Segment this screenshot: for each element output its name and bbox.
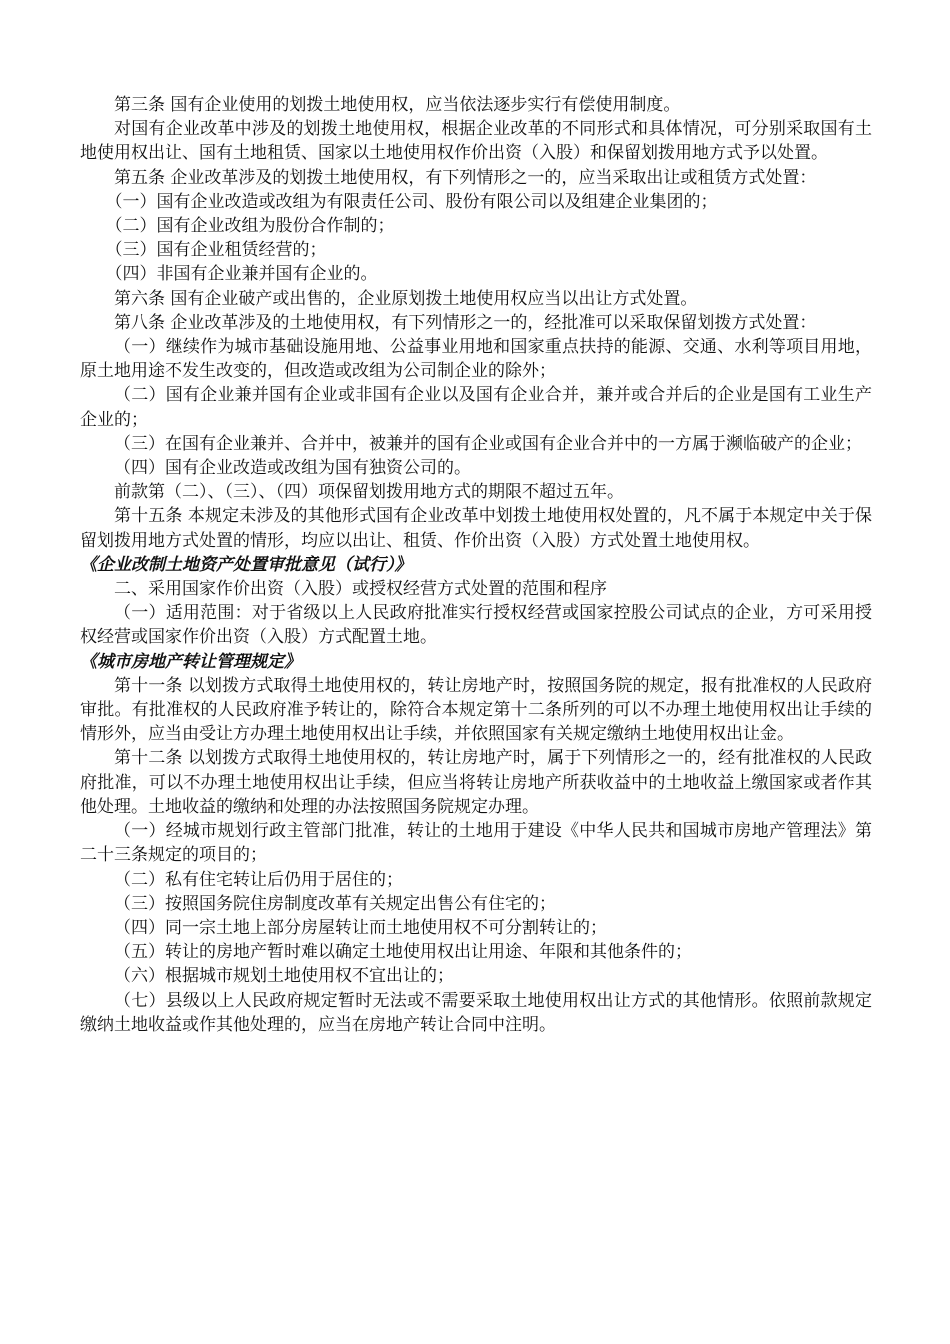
list-item: （四）同一宗土地上部分房屋转让而土地使用权不可分割转让的；: [114, 917, 607, 938]
list-item: （一）继续作为城市基础设施用地、公益事业用地和国家重点扶持的能源、交通、水利等项目用地，原土地用途不发生改变的，但改造或改组为公司制企业的除外；: [80, 337, 872, 382]
section-heading-enterprise-restructuring: 《企业改制土地资产处置审批意见（试行）》: [80, 554, 412, 575]
paragraph-article-6: 第六条 国有企业破产或出售的，企业原划拨土地使用权应当以出让方式处置。: [114, 288, 698, 309]
list-item: （四）国有企业改造或改组为国有独资公司的。: [114, 458, 471, 479]
paragraph-article-12: 第十二条 以划拨方式取得土地使用权的，转让房地产时，属于下列情形之一的，经有批准权的人民政府批准，可以不办理土地使用权出让手续，但应当将转让房地产所获收益中的土地收益上缴国家或者作其他处理。土地收益的缴纳和处理的办法按照国务院规定办理。: [80, 748, 872, 817]
paragraph-article-11: 第十一条 以划拨方式取得土地使用权的，转让房地产时，按照国务院的规定，报有批准权的人民政府审批。有批准权的人民政府准予转让的，除符合本规定第十二条所列的可以不办理土地使用权出让手续的情形外，应当由受让方办理土地使用权出让手续，并依照国家有关规定缴纳土地使用权出让金。: [80, 675, 872, 745]
paragraph-disposal-methods: 对国有企业改革中涉及的划拨土地使用权，根据企业改革的不同形式和具体情况，可分别采取国有土地使用权出让、国有土地租赁、国家以土地使用权作价出资（入股）和保留划拨用地方式予以处置。: [80, 119, 872, 164]
list-item: （一）经城市规划行政主管部门批准，转让的土地用于建设《中华人民共和国城市房地产管理法》第二十三条规定的项目的；: [80, 821, 872, 866]
section-heading-real-estate-transfer: 《城市房地产转让管理规定》: [80, 651, 301, 672]
paragraph-article-5: 第五条 企业改革涉及的划拨土地使用权，有下列情形之一的，应当采取出让或租赁方式处置：: [114, 167, 817, 188]
paragraph-scope-and-procedure: 二、采用国家作价出资（入股）或授权经营方式处置的范围和程序: [114, 579, 607, 600]
list-item: （四）非国有企业兼并国有企业的。: [105, 264, 378, 285]
paragraph-applicable-scope: （一）适用范围：对于省级以上人民政府批准实行授权经营或国家控股公司试点的企业，方可采用授权经营或国家作价出资（入股）方式配置土地。: [80, 603, 872, 648]
list-item: （二）国有企业兼并国有企业或非国有企业以及国有企业合并，兼并或合并后的企业是国有工业生产企业的；: [80, 385, 872, 430]
paragraph-article-15: 第十五条 本规定未涉及的其他形式国有企业改革中划拨土地使用权处置的，凡不属于本规定中关于保留划拨用地方式处置的情形，均应以出让、租赁、作价出资（入股）方式处置土地使用权。: [80, 506, 872, 551]
paragraph-article-3: 第三条 国有企业使用的划拨土地使用权，应当依法逐步实行有偿使用制度。: [114, 95, 681, 115]
paragraph-article-8: 第八条 企业改革涉及的土地使用权，有下列情形之一的，经批准可以采取保留划拨方式处置：: [114, 312, 817, 333]
list-item: （三）按照国务院住房制度改革有关规定出售公有住宅的；: [114, 893, 556, 914]
document-page: [80, 93, 872, 1037]
list-item: （二）私有住宅转让后仍用于居住的；: [114, 869, 403, 890]
list-item: （五）转让的房地产暂时难以确定土地使用权出让用途、年限和其他条件的；: [114, 942, 692, 963]
list-item: （三）在国有企业兼并、合并中，被兼并的国有企业或国有企业合并中的一方属于濒临破产的企业；: [114, 433, 862, 454]
list-item: （二）国有企业改组为股份合作制的；: [105, 216, 395, 237]
list-item: （一）国有企业改造或改组为有限责任公司、股份有限公司以及组建企业集团的；: [105, 191, 718, 212]
list-item: （七）县级以上人民政府规定暂时无法或不需要采取土地使用权出让方式的其他情形。依照前款规定缴纳土地收益或作其他处理的，应当在房地产转让合同中注明。: [80, 990, 872, 1035]
list-item: （六）根据城市规划土地使用权不宜出让的；: [114, 966, 454, 987]
paragraph-term-limit: 前款第（二）、（三）、（四）项保留划拨用地方式的期限不超过五年。: [114, 482, 624, 503]
list-item: （三）国有企业租赁经营的；: [105, 240, 327, 261]
